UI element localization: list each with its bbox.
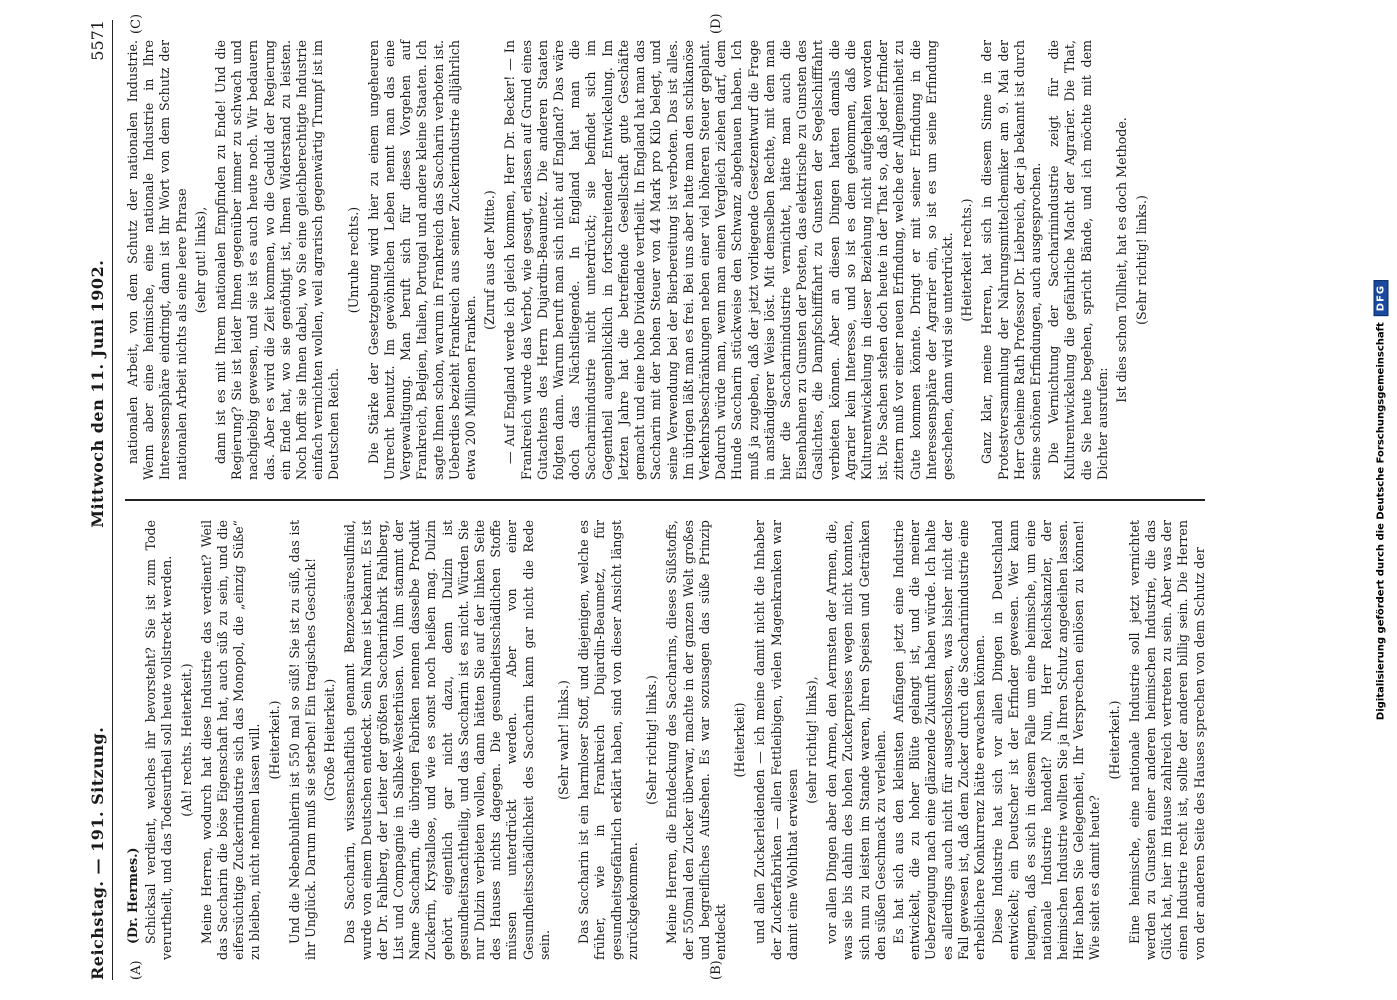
interjection: (Große Heiterkeit.) xyxy=(321,678,337,802)
paragraph: Und die Nebenbuhlerin ist 550 mal so süß! Sie ist zu süß, das ist ihr Unglück. Darum muß sie sterben! Ein tragisches Geschick! xyxy=(286,520,318,960)
paragraph: Ganz klar, meine Herren, hat sich in diesem Sinne in der Protestversammlung der Nahrungsmittelchemiker am 9. Mai der Herr Geheime Rath Professor Dr. Liebreich, der ja bekannt ist durch seine schönen Erfindungen, auch ausgesprochen. xyxy=(978,40,1043,480)
left-text-column xyxy=(125,520,1210,960)
interjection: (Sehr wahr! links.) xyxy=(555,680,571,800)
margin-marker-d: (D) xyxy=(708,13,724,34)
paragraph: Schicksal verdient, welches ihr bevorsteht? Sie ist zum Tode verurtheilt, und das Todesurtheil soll heute vollstreckt werden. xyxy=(142,520,174,960)
interjection: (Heiterkeit) xyxy=(731,702,747,778)
dfg-notice-text: Digitalisierung gefördert durch die Deutsche Forschungsgemeinschaft xyxy=(1375,322,1387,721)
paragraph: Eine heimische, eine nationale Industrie soll jetzt vernichtet werden zu Gunsten einer anderen heimischen Industrie, die das Glück hat, hier im Hause zahlreich vertreten zu sein. Aber was der einen Industrie recht ist, sollte der anderen billig sein. Die Herren von der anderen Seite des Hauses sprechen von dem Schutz der xyxy=(1126,520,1207,960)
paragraph: — Auf England werde ich gleich kommen, Herr Dr. Becker! — In Frankreich wurde das Verbot, wie gesagt, erlassen auf Grund eines Gutachtens des Herrn Dujardin-Beaumetz. Die anderen Staaten folgten dann. Warum beruft man sich nicht auf England? Das wäre doch das Nächstliegende. In England hat man die Saccharinindustrie nicht unterdrückt; sie befindet sich im Gegentheil augenblicklich in fortschreitender Entwickelung. Im letzten Jahre hat die betreffende Gesellschaft gute Geschäfte gemacht und eine hohe Dividende vertheilt. In England hat man das Saccharin mit der hohen Steuer von 44 Mark pro Kilo belegt, und seine Verwendung bei der Bierbereitung ist verboten. Das ist alles. Im übrigen läßt man es frei. Bei uns aber hatte man den schikanöse Verkehrsbeschränkungen neben einer viel höheren Steuer geplant. Dadurch würde man, wenn man einen Vergleich ziehen darf, dem Hunde Saccharin stückweise den Schwanz abgehauen haben. Ich muß ja zugeben, daß der jetzt vorliegende Gesetzentwurf die Frage in anständigerer Weise löst. Mit demselben Rechte, mit dem man hier die Saccharinindustrie vernichtet, hätte man auch die Eisenbahnen zu Gunsten der Posten, das elektrische zu Gunsten des Gaslichtes, die Dampfschifffahrt zu Gunsten der Segelschifffahrt verbieten können. Aber an diesen Dingen hatten damals die Agrarier kein Interesse, und so ist es dem gekommen, daß die Kulturentwickelung in dieser Beziehung nicht aufgehalten worden ist. Die Sachen stehen doch heute in der That so, daß jeder Erfinder zittern muß vor einer neuen Erfindung, welche der Allgemeinheit zu Gute kommen könnte. Dringt er mit seiner Erfindung in die Interessensphäre der Agrarier ein, so ist es um seine Erfindung geschehen, dann wird sie unterdrückt. xyxy=(501,40,955,480)
margin-marker-b: (B) xyxy=(708,960,724,980)
interjection: (Heiterkeit.) xyxy=(1106,700,1122,780)
dfg-logo: DFG xyxy=(1374,280,1389,316)
interjection: (Sehr richtig! links.) xyxy=(1133,195,1149,325)
interjection: (Zuruf aus der Mitte.) xyxy=(481,190,497,330)
interjection: (sehr richtig! links), xyxy=(803,676,819,804)
paragraph: vor allen Dingen aber den Armen, den Aermsten der Armen, die, was sie bis dahin des hohen Zuckerpreises wegen nicht konnten, sich nun zu leisten im Stande waren, ihren Speisen und Getränken den süßen Geschmack zu verleihen. xyxy=(823,520,888,960)
paragraph: Es hat sich aus den kleinsten Anfängen jetzt eine Industrie entwickelt, die zu hoher Blüte gelangt ist, und die meiner Ueberzeugung nach eine glänzende Zukunft haben würde. Ich halte es allerdings auch nicht für ausgeschlossen, was bisher nicht der Fall gewesen ist, daß dem Zucker durch die Saccharinindustrie eine erheblichere Konkurrenz hätte erwachsen können. xyxy=(890,520,987,960)
margin-marker-c: (C) xyxy=(128,13,144,34)
interjection: (sehr gut! links), xyxy=(192,206,208,314)
document-page xyxy=(69,13,1329,980)
paragraph: dann ist es mit Ihrem nationalen Empfinden zu Ende! Und die Regierung? Sie ist leider Ihnen gegenüber immer zu schwach und nachgiebig gewesen, und sie ist es auch heute noch. Wir bedauern das. Aber es wird die Zeit kommen, wo die Geduld der Regierung ein Ende hat, wo sie genöthigt ist, Ihnen Widerstand zu leisten. Noch hofft sie Ihnen dabei, wo Sie eine gleichberechtigte Industrie einfach vernichten wollen, weil agrarisch gegenwärtig Trumpf ist im Deutschen Reich. xyxy=(212,40,341,480)
paragraph: Das Saccharin, wissenschaftlich genannt Benzoesäuresulfinid, wurde von einem Deutschen entdeckt. Sein Name ist bekannt. Es ist der Dr. Fahlberg, der Leiter der größten Saccharinfabrik Fahlberg, List und Compagnie in Salbke-Westerhüsen. Von ihm stammt der Name Saccharin, die übrigen Fabriken nennen dasselbe Produkt Zuckerin, Krystallose, und wie es sonst noch heißen mag. Dulzin gehört eigentlich gar nicht dazu, denn Dulzin ist gesundheitsnachtheilig, und das Saccharin ist es nicht. Würden Sie nur Dulzin verbieten wollen, dann hätten Sie auf der linken Seite des Hauses nichts dagegen. Die gesundheitsschädlichen Stoffe müssen unterdrückt werden. Aber von einer Gesundheitsschädlichkeit des Saccharin kann gar nicht die Rede sein. xyxy=(341,520,552,960)
paragraph: Das Saccharin ist ein harmloser Stoff, und diejenigen, welche es früher, wie in Frankreich Dujardin-Beaumetz, für gesundheitsgefährlich erklärt haben, sind von dieser Ansicht längst zurückgekommen. xyxy=(575,520,640,960)
header-session: Reichstag. — 191. Sitzung. xyxy=(87,726,107,980)
header-date: Mittwoch den 11. Juni 1902. xyxy=(87,259,107,528)
column-divider xyxy=(125,500,1205,502)
interjection: (Heiterkeit rechts.) xyxy=(958,198,974,322)
paragraph: Die Stärke der Gesetzgebung wird hier zu einem ungeheuren Unrecht benutzt. Im gewöhnlichen Leben nennt man das eine Vergewaltigung. Man beruft sich für dieses Vorgehen auf Frankreich, Belgien, Italien, Portugal und andere kleine Staaten. Ich sagte Ihnen schon, warum in Frankreich das Saccharin verboten ist. Ueberdies bezieht Frankreich aus seiner Zuckerindustrie alljährlich etwa 200 Millionen Franken. xyxy=(365,40,478,480)
running-header xyxy=(69,20,113,980)
paragraph: nationalen Arbeit, von dem Schutz der nationalen Industrie. Wenn aber eine heimische, eine nationale Industrie in Ihre Interessensphäre eindringt, dann ist Ihr Wort von dem Schutz der nationalen Arbeit nichts als eine leere Phrase xyxy=(124,40,189,480)
interjection: (Heiterkeit.) xyxy=(266,700,282,780)
paragraph: Diese Industrie hat sich vor allen Dingen in Deutschland entwickelt; ein Deutscher ist der Erfinder gewesen. Wer kann leugnen, daß es sich in diesem Falle um eine heimische, um eine nationale Industrie handelt? Nun, Herr Reichskanzler, der heimischen Industrie wollten Sie ja Ihren Schutz angedeihen lassen. Hier haben Sie Gelegenheit, Ihr Versprechen einlösen zu können! Wie sieht es damit heute? xyxy=(989,520,1102,960)
speaker-name: (Dr. Hermes.) xyxy=(124,847,140,944)
paragraph: und allen Zuckerleidenden — ich meine damit nicht die Inhaber der Zuckerfabriken — allen Fettleibigen, vielen Magenkranken war damit eine Wohlthat erwiesen xyxy=(751,520,800,960)
margin-marker-a: (A) xyxy=(128,960,144,980)
page-number: 5571 xyxy=(87,20,107,61)
interjection: Ist dies schon Tollheit, hat es doch Methode. xyxy=(1113,117,1129,403)
paragraph: Meine Herren, die Entdeckung des Saccharins, dieses Süßstoffs, der 550mal den Zucker überwar, machte in der ganzen Welt großes und begreifliches Aufsehen. Es war sozusagen das süße Prinzip entdeckt xyxy=(663,520,728,960)
interjection: (Sehr richtig! links.) xyxy=(643,675,659,805)
dfg-notice xyxy=(1371,40,1391,960)
paragraph: Die Vernichtung der Saccharinindustrie zeigt für die Kulturentwickelung die gefährliche Macht der Agrarier. Die That, die Sie heute begehen, spricht Bände, und ich möchte mit dem Dichter ausrufen: xyxy=(1045,40,1110,480)
paragraph: Meine Herren, wodurch hat diese Industrie das verdient? Weil das Saccharin die böse Eigenschaft hat, auch süß zu sein, und die eifersüchtige Zuckerindustrie sich das Monopol, die „einzig Süße“ zu bleiben, nicht nehmen lassen will. xyxy=(198,520,262,960)
right-text-column xyxy=(125,40,1154,480)
interjection: (Unruhe rechts.) xyxy=(345,206,361,314)
interjection: (Ah! rechts. Heiterkeit.) xyxy=(178,663,194,817)
